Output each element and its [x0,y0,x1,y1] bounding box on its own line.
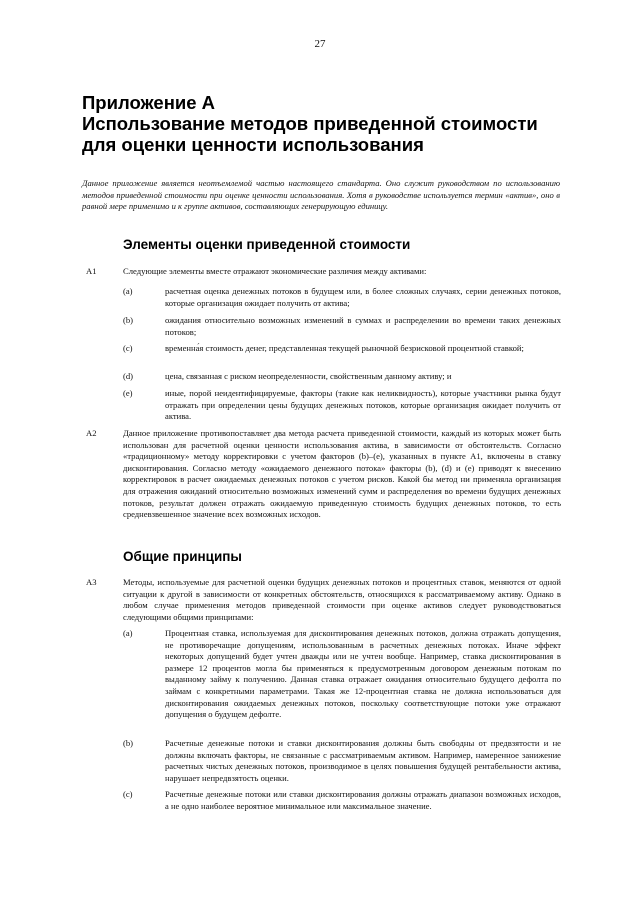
intro-paragraph: Данное приложение является неотъемлемой частью настоящего стандарта. Оно служит руководством по использованию методов приведенной стоимости при оценке ценности использования. Хотя в руководстве используется термин «актив», оно в равной мере применимо и к группе активов, составляющих генерирующую единицу. [82,178,560,212]
section-heading-elements: Элементы оценки приведенной стоимости [123,237,411,252]
list-label: (a) [123,286,133,296]
list-text: ожидания относительно возможных изменений в суммах и распределении во времени таких денежных потоков; [165,315,561,337]
title-line-1: Приложение А [82,92,216,113]
list-text: Процентная ставка, используемая для дисконтирования денежных потоков, должна отражать допущения, не противоречащие допущениям, использованным в расчетных денежных потоках. Иначе эффект некоторых допущений будет учтен дважды или не учтен вообще. Например, ставка дисконтирования в размере 12 процентов могла бы применяться к предусмотренным договором денежным потокам по выданному займу к получению. Данная ставка отражает ожидания относительно будущего дефолта по займам с конкретными параметрами. Такая же 12-процентная ставка не должна использоваться для дисконтирования ожидаемых денежных потоков, поскольку соответствующие потоки уже отражают допущения о будущем дефолте. [165,628,561,720]
list-label: (b) [123,315,134,325]
paragraph-number-a2: A2 [86,428,97,438]
title-line-2: Использование методов приведенной стоимости [82,113,538,134]
page-title [82,92,602,155]
paragraph-number-a3: A3 [86,577,97,587]
list-text: цена, связанная с риском неопределенности, свойственным данному активу; и [165,371,452,381]
section-heading-principles: Общие принципы [123,549,242,564]
list-text: расчетная оценка денежных потоков в будущем или, в более сложных случаях, серии денежных потоков, которые организация ожидает получить от актива; [165,286,561,308]
list-text: временна́я стоимость денег, представленная текущей рыночной безрисковой процентной ставкой; [165,343,524,353]
list-label: (a) [123,628,133,638]
paragraph-a2: Данное приложение противопоставляет два метода расчета приведенной стоимости, каждый из которых может быть использован для расчетной оценки ценности использования актива, в зависимости от обстоятельств. Согласно «традиционному» методу корректировки с учетом факторов (b)–(e), указанных в пункте A1, включены в ставку дисконтирования. Согласно методу «ожидаемого денежного потока» факторы (b), (d) и (e) приводят к внесению корректировок в расчет ожидаемых денежных потоков с учетом рисков. Какой бы метод ни применяла организация для отражения ожиданий относительно возможных изменений сумм и распределения во времени будущих денежных потоков, результат должен отражать ожидаемую приведенную стоимость будущих денежных потоков, то есть средневзвешенное значение всех возможных исходов. [123,428,561,520]
list-label: (c) [123,789,133,799]
list-label: (b) [123,738,134,748]
list-label: (c) [123,343,133,353]
list-label: (e) [123,388,133,398]
list-text: Расчетные денежные потоки и ставки дисконтирования должны быть свободны от предвзятости и не должны включать факторы, не связанные с рассматриваемым активом. Например, намеренное занижение расчетных чистых денежных потоков, производимое в целях повышения будущей рентабельности актива, нарушает непредвзятость оценки. [165,738,561,783]
list-text: иные, порой неидентифицируемые, факторы (такие как неликвидность), которые участники рынка будут отражать при определении цены будущих денежных потоков, которые организация ожидает получить от актива. [165,388,561,422]
list-text: Расчетные денежные потоки или ставки дисконтирования должны отражать диапазон возможных исходов, а не одно наиболее вероятное минимальное или максимальное значение. [165,789,561,811]
paragraph-a1: Следующие элементы вместе отражают экономические различия между активами: [123,266,427,276]
paragraph-a3: Методы, используемые для расчетной оценки будущих денежных потоков и процентных ставок, меняются от одной ситуации к другой в зависимости от конкретных обстоятельств, относящихся к рассматриваемому активу. Однако в любом случае применения методов приведенной стоимости при оценке активов следует руководствоваться следующими общими принципами: [123,577,561,622]
page-number: 27 [314,38,326,50]
paragraph-number-a1: A1 [86,266,97,276]
title-line-3: для оценки ценности использования [82,134,424,155]
list-label: (d) [123,371,134,381]
